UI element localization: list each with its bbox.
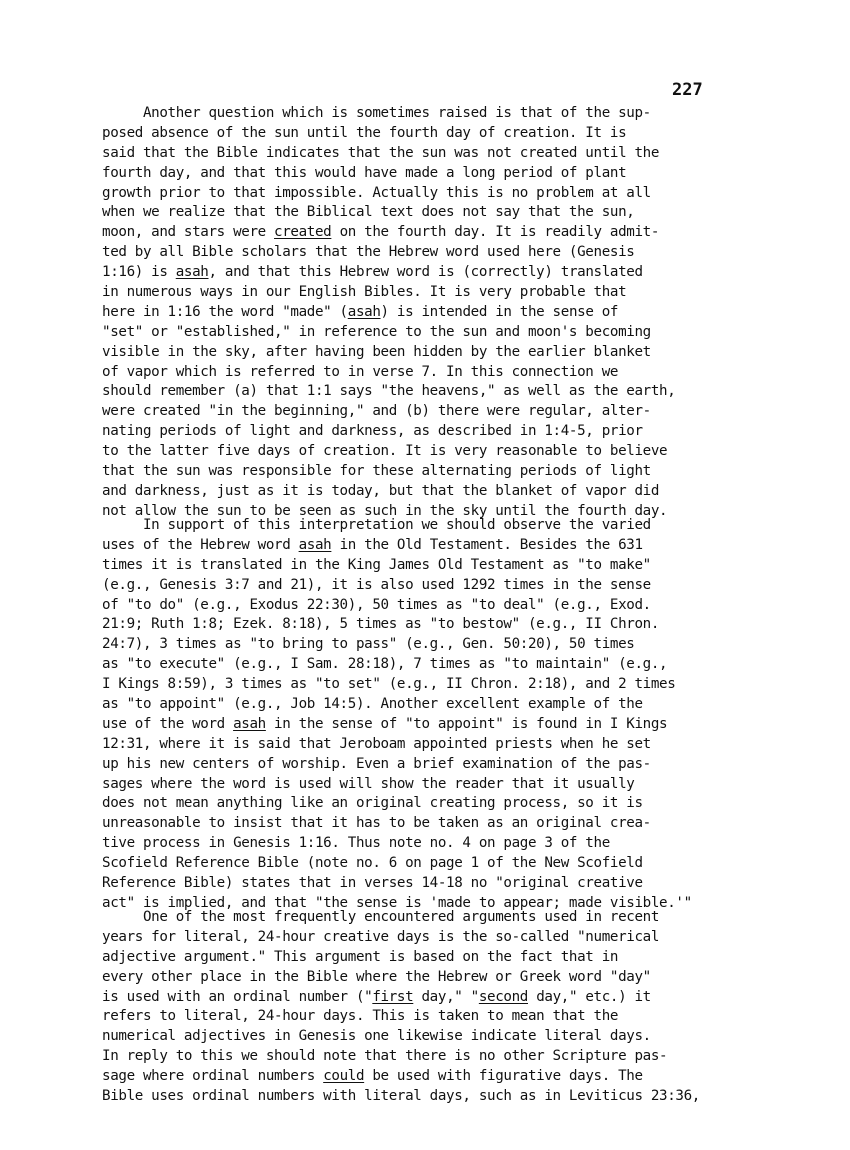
- text-line: 24:7), 3 times as "to bring to pass" (e.g., Gen. 50:20), 50 times: [102, 636, 635, 653]
- paragraph-numerical-adjective: [102, 908, 752, 1107]
- text-line: sages where the word is used will show the reader that it usually: [102, 775, 635, 792]
- text-line: Reference Bible) states that in verses 14-18 no "original creative: [102, 875, 643, 892]
- text-line: should remember (a) that 1:1 says "the heavens," as well as the earth,: [102, 383, 676, 400]
- text-line: fourth day, and that this would have made a long period of plant: [102, 164, 627, 181]
- text-line: ted by all Bible scholars that the Hebrew word used here (Genesis: [102, 244, 635, 261]
- text-line: use of the word asah in the sense of "to appoint" is found in I Kings: [102, 715, 668, 732]
- text-line: here in 1:16 the word "made" (asah) is intended in the sense of: [102, 303, 619, 320]
- text-line: up his new centers of worship. Even a brief examination of the pas-: [102, 755, 651, 772]
- text-line: when we realize that the Biblical text does not say that the sun,: [102, 204, 635, 221]
- text-line: growth prior to that impossible. Actually this is no problem at all: [102, 184, 651, 201]
- text-line: Bible uses ordinal numbers with literal days, such as in Leviticus 23:36,: [102, 1088, 700, 1105]
- text-line: as "to appoint" (e.g., Job 14:5). Another excellent example of the: [102, 696, 643, 713]
- text-line: to the latter five days of creation. It is very reasonable to believe: [102, 443, 668, 460]
- text-line: that the sun was responsible for these alternating periods of light: [102, 463, 651, 480]
- text-line: said that the Bible indicates that the sun was not created until the: [102, 144, 660, 161]
- text-line: visible in the sky, after having been hidden by the earlier blanket: [102, 343, 651, 360]
- text-line: times it is translated in the King James Old Testament as "to make": [102, 556, 651, 573]
- text-line: tive process in Genesis 1:16. Thus note no. 4 on page 3 of the: [102, 835, 610, 852]
- page-number: 227: [672, 80, 703, 100]
- text-line: 21:9; Ruth 1:8; Ezek. 8:18), 5 times as "to bestow" (e.g., II Chron.: [102, 616, 660, 633]
- text-line: and darkness, just as it is today, but that the blanket of vapor did: [102, 482, 660, 499]
- text-line: Scofield Reference Bible (note no. 6 on page 1 of the New Scofield: [102, 855, 643, 872]
- text-line: refers to literal, 24-hour days. This is taken to mean that the: [102, 1008, 619, 1025]
- text-line: One of the most frequently encountered arguments used in recent: [102, 909, 660, 925]
- text-line: Another question which is sometimes raised is that of the sup-: [102, 105, 651, 121]
- text-line: In reply to this we should note that there is no other Scripture pas-: [102, 1048, 668, 1065]
- text-line: 1:16) is asah, and that this Hebrew word is (correctly) translated: [102, 264, 643, 281]
- text-line: I Kings 8:59), 3 times as "to set" (e.g., II Chron. 2:18), and 2 times: [102, 676, 676, 693]
- text-line: in numerous ways in our English Bibles. It is very probable that: [102, 284, 627, 301]
- text-line: years for literal, 24-hour creative days is the so-called "numerical: [102, 928, 660, 945]
- text-line: every other place in the Bible where the Hebrew or Greek word "day": [102, 968, 651, 985]
- text-line: moon, and stars were created on the fourth day. It is readily admit-: [102, 224, 660, 241]
- text-line: of "to do" (e.g., Exodus 22:30), 50 times as "to deal" (e.g., Exod.: [102, 596, 651, 613]
- text-line: (e.g., Genesis 3:7 and 21), it is also used 1292 times in the sense: [102, 576, 651, 593]
- text-line: not allow the sun to be seen as such in the sky until the fourth day.: [102, 502, 668, 519]
- text-line: as "to execute" (e.g., I Sam. 28:18), 7 times as "to maintain" (e.g.,: [102, 656, 668, 673]
- paragraph-sun-creation: [102, 104, 752, 522]
- text-line: unreasonable to insist that it has to be taken as an original crea-: [102, 815, 651, 832]
- text-line: nating periods of light and darkness, as described in 1:4-5, prior: [102, 423, 643, 440]
- text-line: act" is implied, and that "the sense is 'made to appear; made visible.'": [102, 894, 692, 911]
- paragraph-asah-usage: [102, 516, 752, 914]
- text-line: sage where ordinal numbers could be used with figurative days. The: [102, 1068, 643, 1085]
- text-line: is used with an ordinal number ("first day," "second day," etc.) it: [102, 988, 651, 1005]
- text-line: does not mean anything like an original creating process, so it is: [102, 795, 643, 812]
- text-line: "set" or "established," in reference to the sun and moon's becoming: [102, 323, 651, 340]
- text-line: 12:31, where it is said that Jeroboam appointed priests when he set: [102, 735, 651, 752]
- text-line: uses of the Hebrew word asah in the Old Testament. Besides the 631: [102, 536, 643, 553]
- text-line: numerical adjectives in Genesis one likewise indicate literal days.: [102, 1028, 651, 1045]
- text-line: of vapor which is referred to in verse 7. In this connection we: [102, 363, 619, 380]
- text-line: In support of this interpretation we should observe the varied: [102, 517, 651, 533]
- text-line: were created "in the beginning," and (b) there were regular, alter-: [102, 403, 651, 420]
- text-line: adjective argument." This argument is based on the fact that in: [102, 948, 619, 965]
- text-line: posed absence of the sun until the fourth day of creation. It is: [102, 124, 627, 141]
